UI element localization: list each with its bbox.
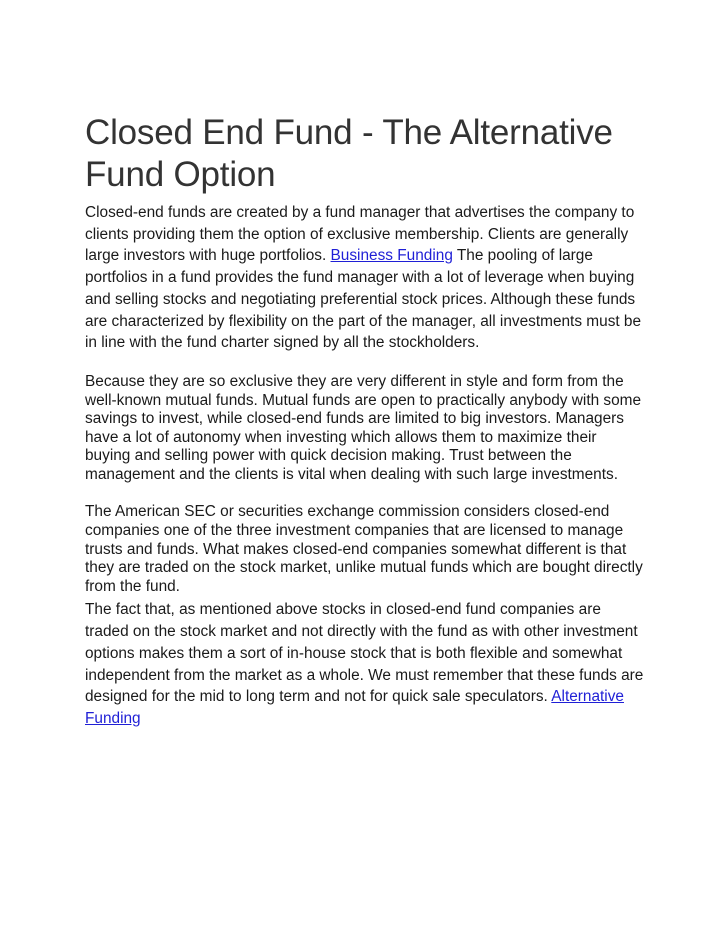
paragraph-4-text: The fact that, as mentioned above stocks in closed-end fund companies are traded on the stock market and not directly with the fund as with other investment options makes them a sort of in-house stock that is both flexible and somewhat independent from the market as a whole. We must remember that these funds are designed for the mid to long term and not for quick sale speculators. [85, 601, 644, 706]
paragraph-1-text: Closed-end funds are created by a fund manager that advertises the company to clients providing them the option of exclusive membership. Clients are generally large investors with huge portfolios. [85, 204, 635, 265]
alternative-funding-link[interactable]: Alternative Funding [85, 688, 624, 727]
paragraph-1 [85, 202, 645, 354]
business-funding-link[interactable]: Business Funding [330, 247, 453, 265]
paragraph-1-text-continued: The pooling of large portfolios in a fund provides the fund manager with a lot of leverage when buying and selling stocks and negotiating preferential stock prices. Although these funds are characterized by flexibility on the part of the manager, all investments must be in line with the fund charter signed by all the stockholders. [85, 247, 642, 352]
paragraph-3: The American SEC or securities exchange commission considers closed-end companies one of the three investment companies that are licensed to manage trusts and funds. What makes closed-end companies somewhat different is that they are traded on the stock market, unlike mutual funds which are bought directly from the fund. [85, 503, 643, 595]
document-title: Closed End Fund - The Alternative Fund Option [85, 113, 613, 194]
paragraph-2: Because they are so exclusive they are very different in style and form from the well-known mutual funds. Mutual funds are open to practically anybody with some savings to invest, while closed-end funds are limited to big investors. Managers have a lot of autonomy when investing which allows them to maximize their buying and selling power with quick decision making. Trust between the management and the clients is vital when dealing with such large investments. [85, 372, 642, 483]
paragraph-4 [85, 599, 645, 729]
document-page [85, 112, 645, 730]
